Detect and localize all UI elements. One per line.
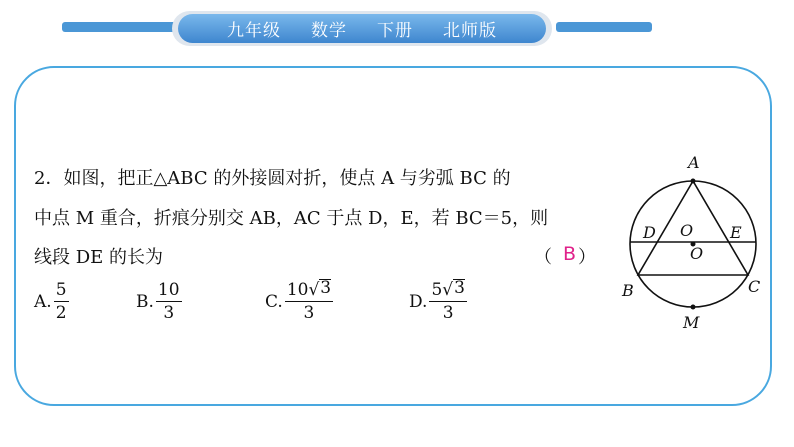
option-d-fraction [429, 279, 467, 324]
paren-open: （ [534, 247, 552, 268]
option-d-label: D. [409, 291, 428, 312]
option-d-numerator: 5 [431, 280, 443, 300]
header-edition: 北师版 [443, 21, 497, 41]
answer-choice: B [563, 243, 577, 265]
option-a-label: A. [34, 291, 52, 312]
label-m: M [683, 313, 700, 332]
header-banner [178, 14, 546, 43]
header-grade: 九年级 [227, 21, 281, 41]
option-b[interactable] [136, 279, 182, 324]
option-d-denominator: 3 [442, 303, 454, 323]
label-e: E [730, 223, 742, 242]
label-b: B [622, 281, 634, 300]
label-o-upper: O [680, 221, 694, 240]
label-o-lower: O [690, 244, 704, 263]
header-bar-left [62, 22, 178, 32]
option-a[interactable] [34, 279, 69, 324]
option-a-denominator: 2 [55, 303, 67, 323]
option-d[interactable] [409, 279, 467, 324]
label-a: A [688, 153, 700, 172]
option-d-radicand: 3 [454, 278, 465, 298]
option-a-fraction [54, 279, 69, 324]
paren-close: ） [578, 247, 596, 268]
option-b-numerator: 10 [157, 280, 180, 300]
option-c[interactable] [265, 279, 333, 324]
sqrt-symbol: √ 3 [308, 278, 332, 300]
question-line-3: 线段 DE 的长为 [34, 247, 164, 268]
geometry-figure [612, 150, 782, 335]
option-b-fraction [156, 279, 182, 324]
sqrt-symbol: √ 3 [442, 278, 465, 300]
option-b-denominator: 3 [163, 303, 175, 323]
option-c-label: C. [265, 291, 283, 312]
question-line-1: 2．如图，把正△ABC 的外接圆对折，使点 A 与劣弧 BC 的 [34, 168, 511, 189]
header-bar-right [556, 22, 652, 32]
option-c-denominator: 3 [303, 303, 315, 323]
option-c-numerator: 10 [286, 280, 309, 300]
option-c-radicand: 3 [320, 278, 332, 298]
question-line-2: 中点 M 重合，折痕分别交 AB，AC 于点 D，E，若 BC＝5，则 [34, 208, 549, 229]
header-volume: 下册 [377, 21, 413, 41]
header-subject: 数学 [311, 21, 347, 41]
option-c-fraction [285, 279, 333, 324]
label-d: D [643, 223, 656, 242]
point-m [691, 305, 696, 310]
option-b-label: B. [136, 291, 154, 312]
option-a-numerator: 5 [55, 280, 67, 300]
point-a [691, 179, 696, 184]
label-c: C [748, 277, 761, 296]
